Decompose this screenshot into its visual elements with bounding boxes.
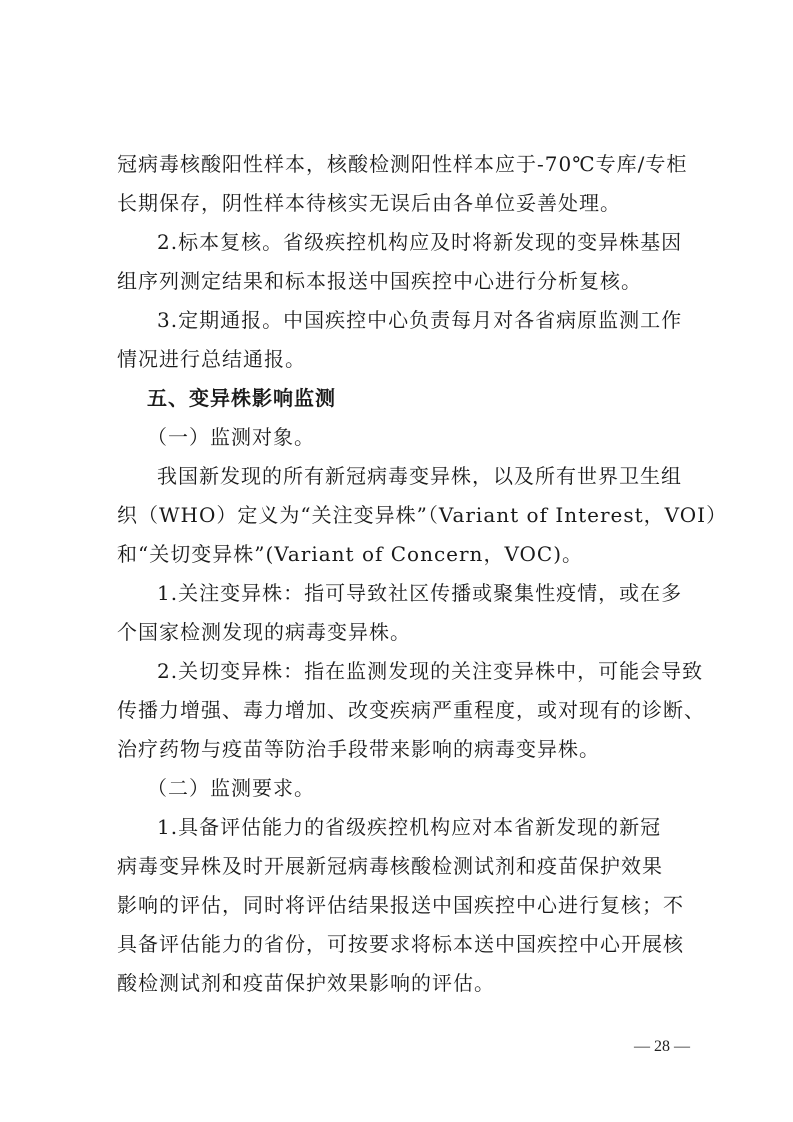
paragraph-line: 组序列测定结果和标本报送中国疾控中心进行分析复核。 bbox=[117, 269, 642, 293]
paragraph-line: 1.具备评估能力的省级疾控机构应对本省新发现的新冠 bbox=[157, 815, 662, 839]
paragraph-line: 和“关切变异株”(Variant of Concern，VOC)。 bbox=[117, 542, 584, 566]
paragraph-line: 1.关注变异株：指可导致社区传播或聚集性疫情，或在多 bbox=[157, 581, 683, 605]
paragraph-line: 酸检测试剂和疫苗保护效果影响的评估。 bbox=[117, 971, 495, 995]
paragraph-line: 冠病毒核酸阳性样本，核酸检测阳性样本应于-70℃专库/专柜 bbox=[117, 152, 688, 176]
paragraph-line: 病毒变异株及时开展新冠病毒核酸检测试剂和疫苗保护效果 bbox=[117, 854, 663, 878]
paragraph-line: 情况进行总结通报。 bbox=[117, 347, 306, 371]
paragraph-line: 我国新发现的所有新冠病毒变异株，以及所有世界卫生组 bbox=[157, 464, 682, 488]
document-body bbox=[117, 145, 728, 1003]
paragraph-line: 长期保存，阴性样本待核实无误后由各单位妥善处理。 bbox=[117, 191, 621, 215]
paragraph-line: 织（WHO）定义为“关注变异株”（Variant of Interest，VOI） bbox=[117, 503, 728, 527]
paragraph-line: 2.标本复核。省级疾控机构应及时将新发现的变异株基因 bbox=[157, 230, 683, 254]
subsection-heading: （二）监测要求。 bbox=[147, 776, 315, 800]
paragraph-line: 具备评估能力的省份，可按要求将标本送中国疾控中心开展核 bbox=[117, 932, 684, 956]
paragraph-line: 影响的评估，同时将评估结果报送中国疾控中心进行复核；不 bbox=[117, 893, 684, 917]
paragraph-line: 治疗药物与疫苗等防治手段带来影响的病毒变异株。 bbox=[117, 737, 600, 761]
paragraph-line: 2.关切变异株：指在监测发现的关注变异株中，可能会导致 bbox=[157, 659, 704, 683]
paragraph-line: 个国家检测发现的病毒变异株。 bbox=[117, 620, 411, 644]
section-heading: 五、变异株影响监测 bbox=[147, 386, 336, 410]
subsection-heading: （一）监测对象。 bbox=[147, 425, 315, 449]
paragraph-line: 3.定期通报。中国疾控中心负责每月对各省病原监测工作 bbox=[157, 308, 683, 332]
page-number: — 28 — bbox=[634, 1038, 690, 1055]
paragraph-line: 传播力增强、毒力增加、改变疾病严重程度，或对现有的诊断、 bbox=[117, 698, 705, 722]
